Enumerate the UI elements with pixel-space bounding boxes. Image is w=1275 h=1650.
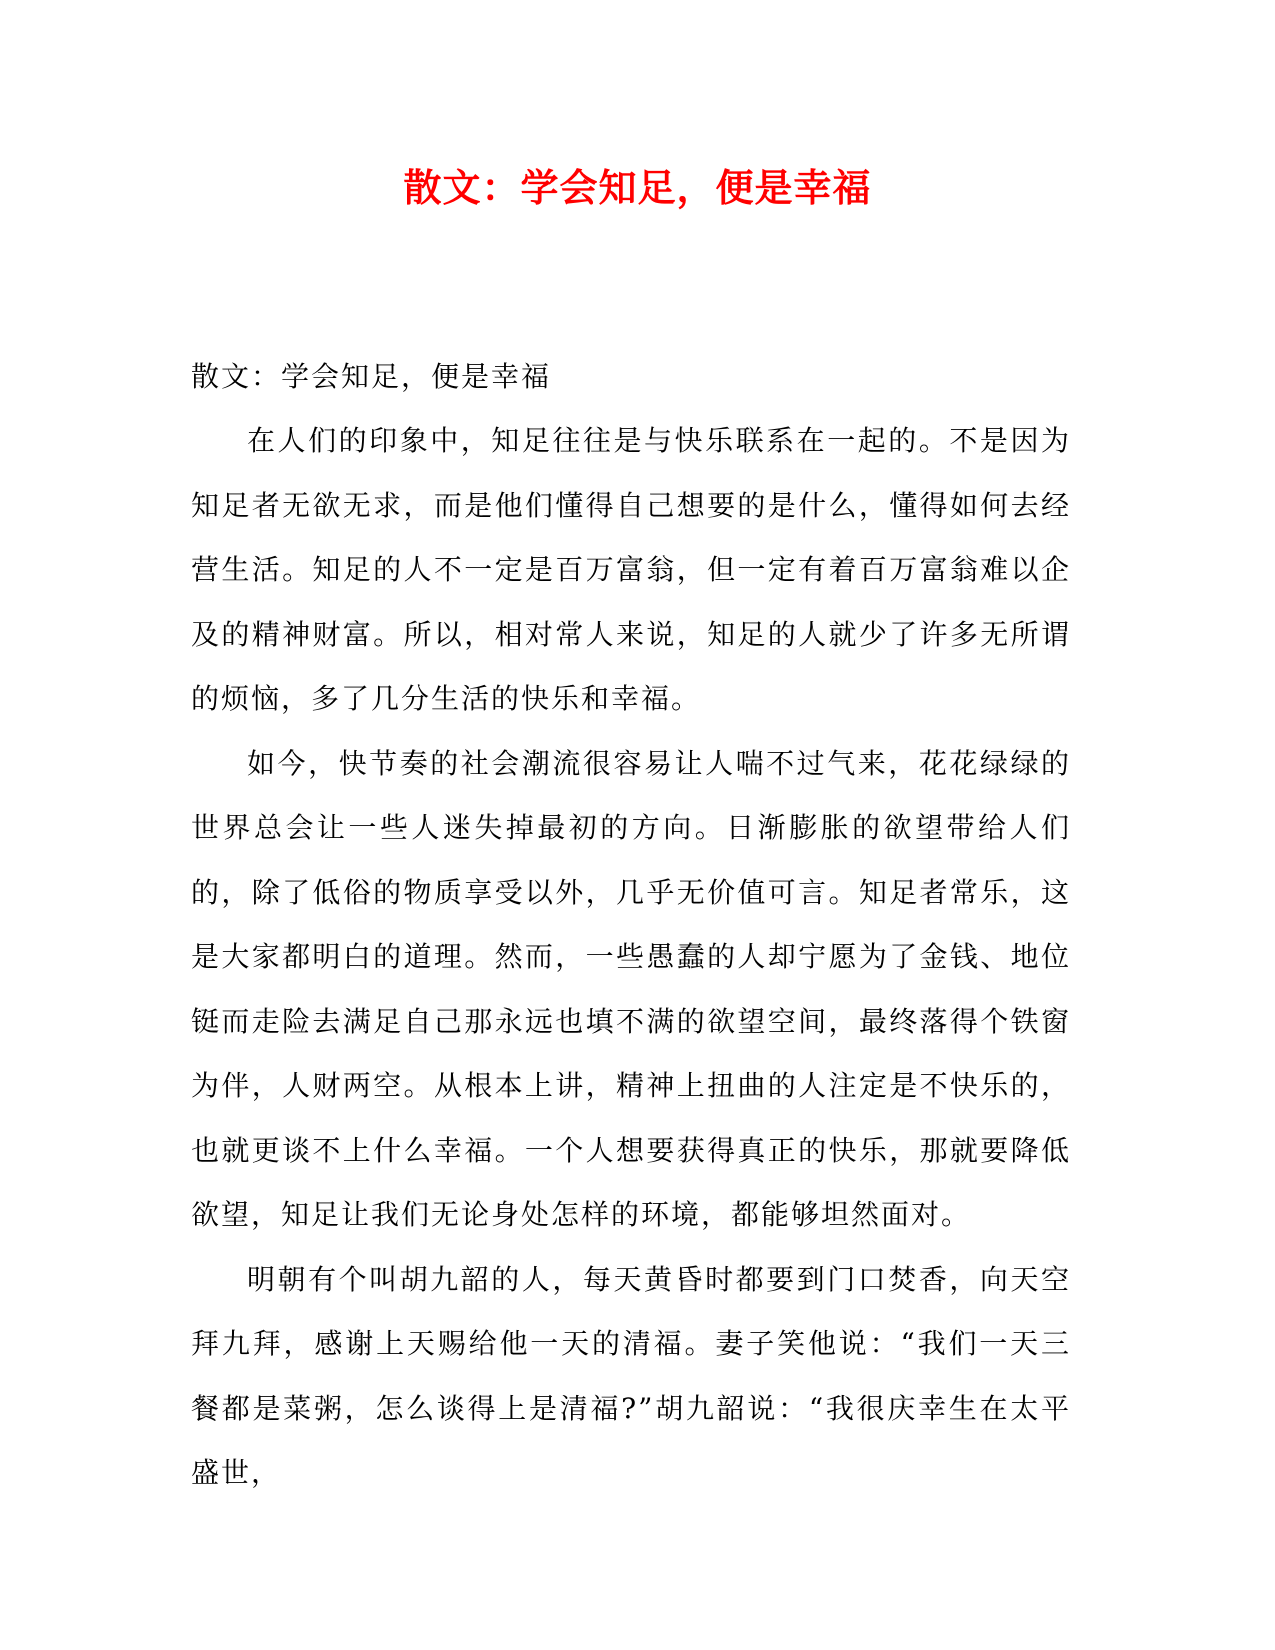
document-body [191, 345, 1071, 1506]
paragraph-1: 在人们的印象中，知足往往是与快乐联系在一起的。不是因为知足者无欲无求，而是他们懂得自己想要的是什么，懂得如何去经营生活。知足的人不一定是百万富翁，但一定有着百万富翁难以企及的精神财富。所以，相对常人来说，知足的人就少了许多无所谓的烦恼，多了几分生活的快乐和幸福。 [191, 424, 1071, 715]
document-subtitle: 散文：学会知足，便是幸福 [191, 360, 552, 393]
paragraph-2: 如今，快节奏的社会潮流很容易让人喘不过气来，花花绿绿的世界总会让一些人迷失掉最初的方向。日渐膨胀的欲望带给人们的，除了低俗的物质享受以外，几乎无价值可言。知足者常乐，这是大家都明白的道理。然而，一些愚蠢的人却宁愿为了金钱、地位铤而走险去满足自己那永远也填不满的欲望空间，最终落得个铁窗为伴，人财两空。从根本上讲，精神上扭曲的人注定是不快乐的，也就更谈不上什么幸福。一个人想要获得真正的快乐，那就要降低欲望，知足让我们无论身处怎样的环境，都能够坦然面对。 [191, 746, 1071, 1231]
paragraph-3: 明朝有个叫胡九韶的人，每天黄昏时都要到门口焚香，向天空拜九拜，感谢上天赐给他一天的清福。妻子笑他说：“我们一天三餐都是菜粥，怎么谈得上是清福?”胡九韶说：“我很庆幸生在太平盛世， [191, 1262, 1071, 1489]
document-title: 散文：学会知足，便是幸福 [403, 165, 872, 210]
